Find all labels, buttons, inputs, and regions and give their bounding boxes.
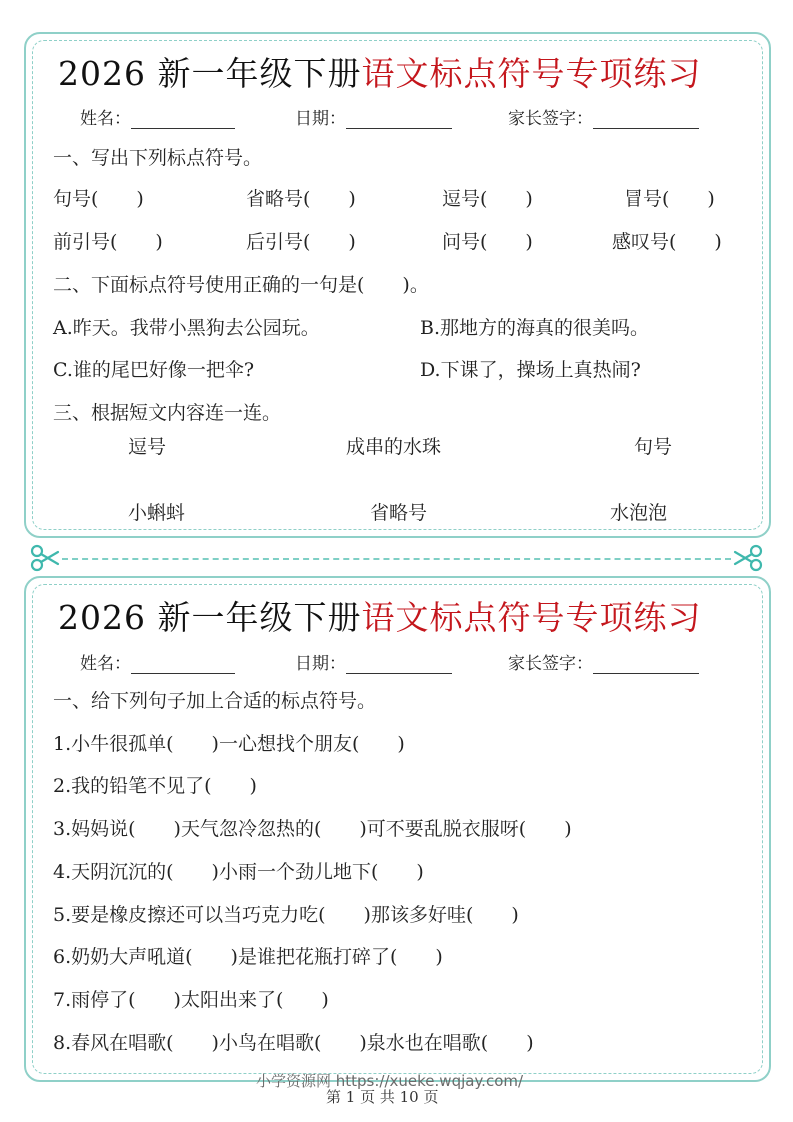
punct-item: 前引号( ) — [53, 231, 163, 253]
parent-sign-blank[interactable] — [593, 655, 699, 674]
footer-page-number: 第 1 页 共 10 页 — [326, 1088, 439, 1106]
sheet1-parent-field — [508, 104, 699, 129]
sentence-item: 8.春风在唱歌( )小鸟在唱歌( )泉水也在唱歌( ) — [53, 1032, 534, 1054]
cut-line — [62, 558, 731, 560]
option-a: A.昨天。我带小黑狗去公园玩。 — [53, 317, 320, 339]
punct-item: 问号( ) — [442, 231, 533, 253]
punct-item: 句号( ) — [53, 188, 144, 210]
date-blank[interactable] — [346, 655, 452, 674]
sheet2-parent-field — [508, 649, 699, 674]
sheet1-section2-heading: 二、下面标点符号使用正确的一句是( )。 — [53, 274, 429, 296]
name-label: 姓名： — [80, 109, 131, 129]
sheet1-title-red: 语文标点符号专项练习 — [361, 54, 702, 93]
sheet1-name-field — [80, 104, 235, 129]
punct-item: 逗号( ) — [442, 188, 533, 210]
punct-item: 后引号( ) — [246, 231, 356, 253]
footer-website[interactable]: 小学资源网 https://xueke.wqjay.com/ — [256, 1072, 524, 1090]
date-label: 日期： — [295, 109, 346, 129]
name-label: 姓名： — [80, 654, 131, 674]
parent-sign-label: 家长签字： — [508, 654, 593, 674]
match-bottom-item: 水泡泡 — [610, 502, 668, 524]
name-blank[interactable] — [131, 655, 235, 674]
sheet2-title — [58, 592, 701, 639]
parent-sign-blank[interactable] — [593, 110, 699, 129]
sheet1-title-black: 2026 新一年级下册 — [58, 54, 362, 93]
scissors-icon — [733, 544, 763, 572]
sheet2-title-red: 语文标点符号专项练习 — [361, 598, 702, 637]
sentence-item: 6.奶奶大声吼道( )是谁把花瓶打碎了( ) — [53, 946, 443, 968]
option-c: C.谁的尾巴好像一把伞? — [53, 359, 255, 381]
parent-sign-label: 家长签字： — [508, 109, 593, 129]
match-top-item: 成串的水珠 — [346, 436, 442, 458]
match-bottom-item: 省略号 — [370, 502, 428, 524]
sentence-item: 1.小牛很孤单( )一心想找个朋友( ) — [53, 733, 405, 755]
match-bottom-item: 小蝌蚪 — [128, 502, 186, 524]
match-top-item: 逗号 — [128, 436, 167, 458]
option-b: B.那地方的海真的很美吗。 — [420, 317, 650, 339]
sheet2-section1-heading: 一、给下列句子加上合适的标点符号。 — [53, 690, 377, 712]
sheet1-title — [58, 48, 701, 95]
sheet2-title-black: 2026 新一年级下册 — [58, 598, 362, 637]
sentence-item: 2.我的铅笔不见了( ) — [53, 775, 257, 797]
punct-item: 省略号( ) — [246, 188, 356, 210]
sheet1-section3-heading: 三、根据短文内容连一连。 — [53, 402, 282, 424]
sheet1-section1-heading: 一、写出下列标点符号。 — [53, 147, 263, 169]
match-top-item: 句号 — [634, 436, 673, 458]
scissors-icon — [30, 544, 60, 572]
sheet1-date-field — [295, 104, 452, 129]
sentence-item: 5.要是橡皮擦还可以当巧克力吃( )那该多好哇( ) — [53, 904, 519, 926]
punct-item: 冒号( ) — [624, 188, 715, 210]
punct-item: 感叹号( ) — [612, 231, 722, 253]
sentence-item: 7.雨停了( )太阳出来了( ) — [53, 989, 329, 1011]
name-blank[interactable] — [131, 110, 235, 129]
sentence-item: 4.天阴沉沉的( )小雨一个劲儿地下( ) — [53, 861, 424, 883]
sheet2-date-field — [295, 649, 452, 674]
date-blank[interactable] — [346, 110, 452, 129]
option-d: D.下课了，操场上真热闹? — [420, 359, 641, 381]
sheet2-name-field — [80, 649, 235, 674]
sentence-item: 3.妈妈说( )天气忽冷忽热的( )可不要乱脱衣服呀( ) — [53, 818, 572, 840]
date-label: 日期： — [295, 654, 346, 674]
